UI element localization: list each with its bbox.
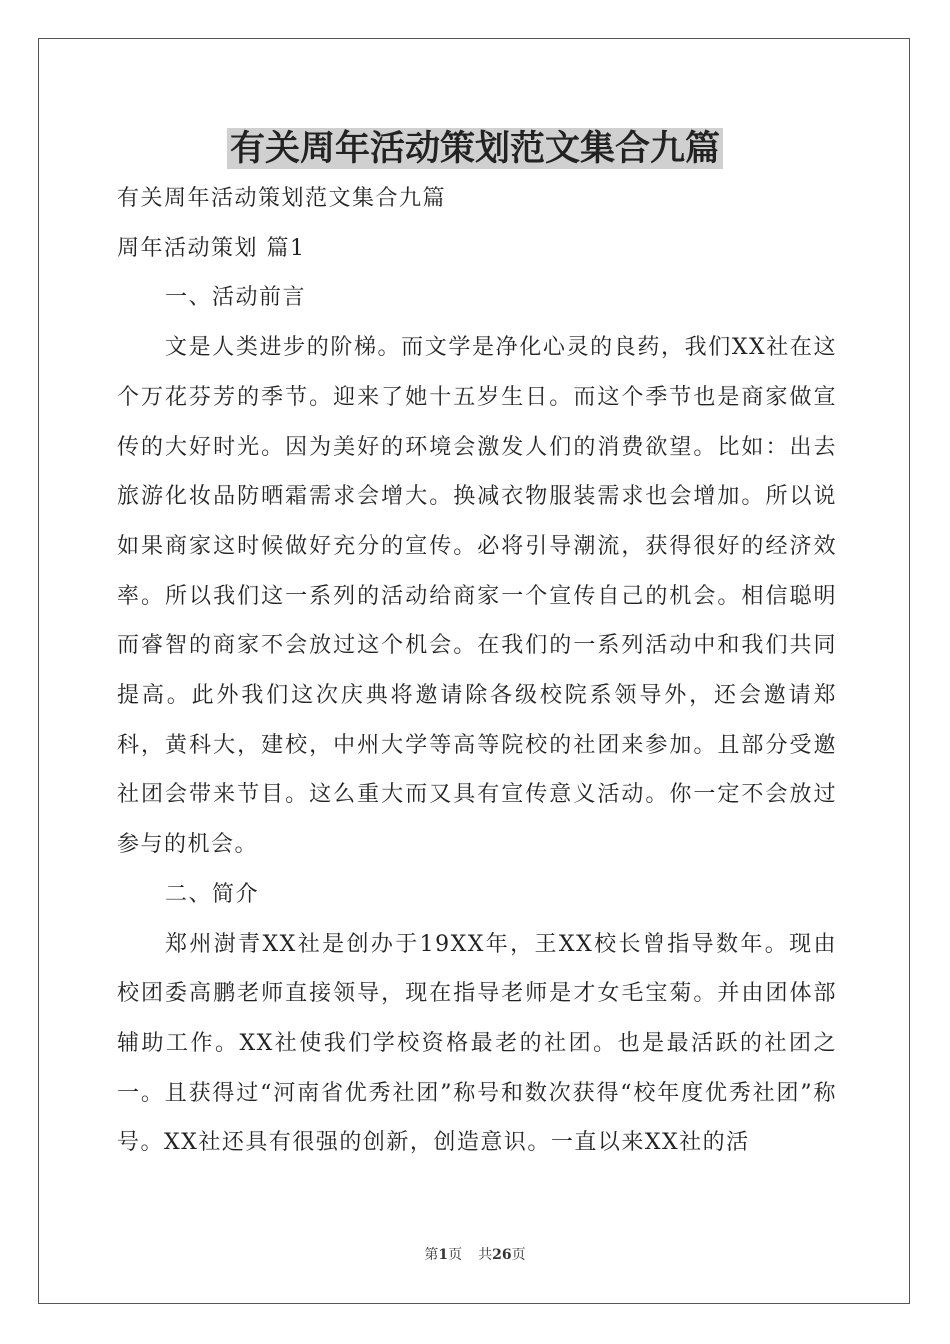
document-title-text: 有关周年活动策划范文集合九篇 bbox=[227, 128, 723, 169]
document-title bbox=[0, 124, 950, 174]
total-label-prefix: 共 bbox=[478, 1247, 493, 1263]
body-paragraph-preface: 文是人类进步的阶梯。而文学是净化心灵的良药，我们XX社在这个万花芬芳的季节。迎来了她十五岁生日。而这个季节也是商家做宣传的大好时光。因为美好的环境会激发人们的消费欲望。比如：出去旅游化妆品防晒霜需求会增大。换减衣物服装需求也会增加。所以说如果商家这时候做好充分的宣传。必将引导潮流，获得很好的经济效率。所以我们这一系列的活动给商家一个宣传自己的机会。相信聪明而睿智的商家不会放过这个机会。在我们的一系列活动中和我们共同提高。此外我们这次庆典将邀请除各级校院系领导外，还会邀请郑科，黄科大，建校，中州大学等高等院校的社团来参加。且部分受邀社团会带来节目。这么重大而又具有宣传意义活动。你一定不会放过参与的机会。 bbox=[117, 335, 837, 858]
page-label-prefix: 第 bbox=[424, 1247, 439, 1263]
body-paragraph-intro: 郑州澍青XX社是创办于19XX年，王XX校长曾指导数年。现由校团委高鹏老师直接领导，现在指导老师是才女毛宝菊。并由团体部辅助工作。XX社使我们学校资格最老的社团。也是最活跃的社团之一。且获得过“河南省优秀社团”称号和数次获得“校年度优秀社团”称号。XX社还具有很强的创新，创造意识。一直以来XX社的活 bbox=[117, 931, 837, 1156]
subtitle-line: 有关周年活动策划范文集合九篇 bbox=[117, 186, 447, 211]
total-label-suffix: 页 bbox=[511, 1247, 526, 1263]
page-footer bbox=[0, 1245, 950, 1265]
page-total: 26 bbox=[492, 1247, 512, 1263]
page-current: 1 bbox=[438, 1247, 449, 1263]
page-label-suffix: 页 bbox=[448, 1247, 463, 1263]
subheading-intro: 二、简介 bbox=[165, 881, 260, 907]
section-heading: 周年活动策划 篇1 bbox=[117, 235, 306, 261]
document-body bbox=[117, 174, 837, 1168]
subheading-preface: 一、活动前言 bbox=[165, 285, 307, 311]
